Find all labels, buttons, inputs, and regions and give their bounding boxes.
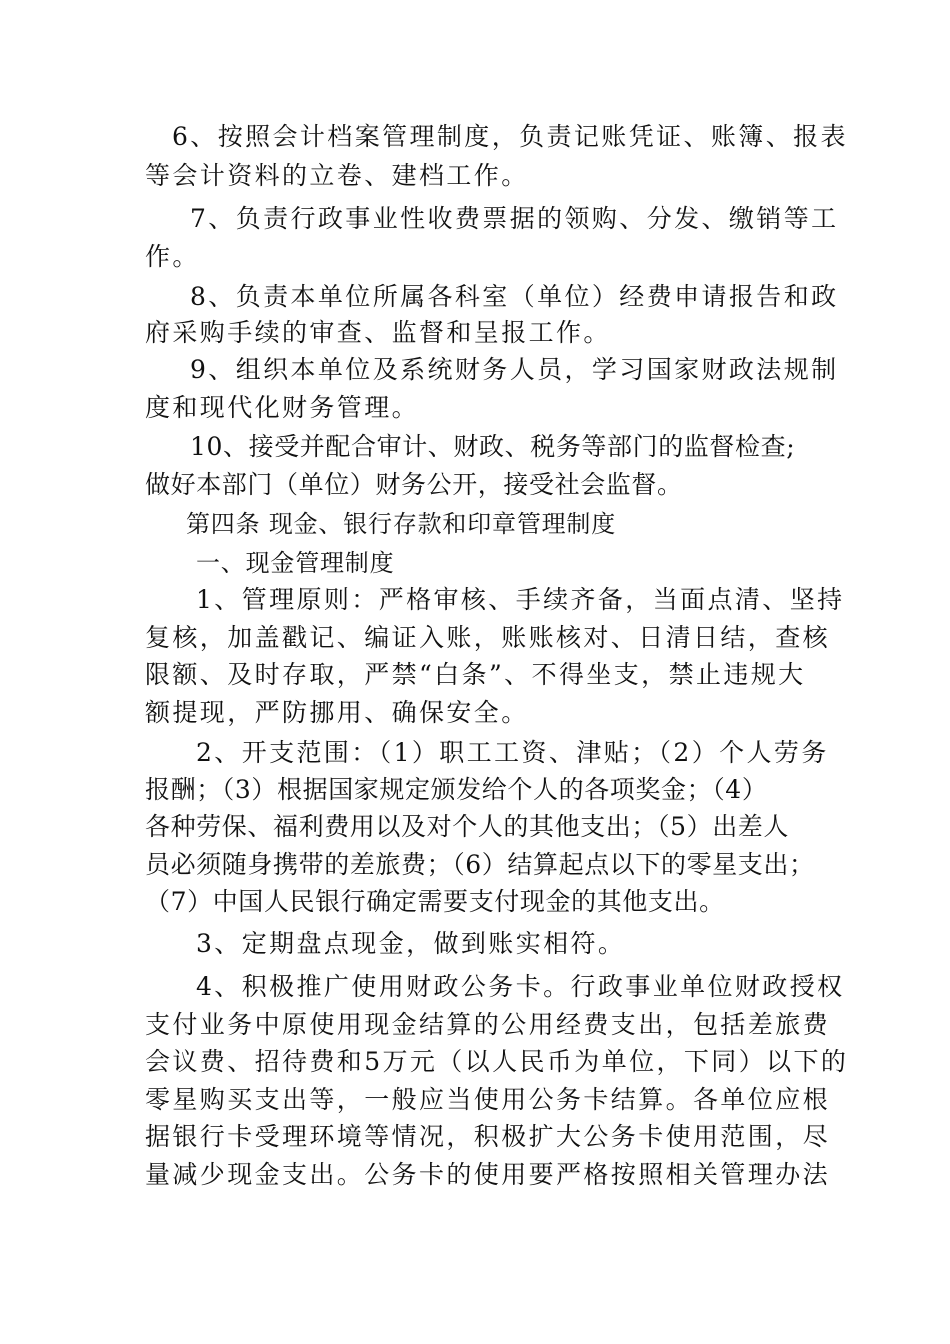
cash-2-line-4: 员必须随身携带的差旅费；（6）结算起点以下的零星支出； — [145, 850, 815, 879]
cash-2-line-5: （7）中国人民银行确定需要支付现金的其他支出。 — [145, 887, 725, 916]
cash-1-line-3: 限额、及时存取，严禁“白条”、不得坐支，禁止违规大 — [145, 660, 806, 689]
cash-2-line-1: 2、开支范围：（1）职工工资、津贴；（2）个人劳务 — [196, 738, 829, 767]
item-8-line-2: 府采购手续的审查、监督和呈报工作。 — [145, 318, 611, 347]
item-10-line-1: 10、接受并配合审计、财政、税务等部门的监督检查; — [190, 432, 796, 461]
item-9-line-2: 度和现代化财务管理。 — [145, 393, 420, 422]
item-9-line-1: 9、组织本单位及系统财务人员，学习国家财政法规制 — [190, 355, 839, 384]
cash-4-line-2: 支付业务中原使用现金结算的公用经费支出，包括差旅费 — [145, 1010, 831, 1039]
cash-1-line-2: 复核，加盖戳记、编证入账，账账核对、日清日结，查核 — [145, 623, 831, 652]
cash-1-line-1: 1、管理原则：严格审核、手续齐备，当面点清、坚持 — [196, 585, 845, 614]
cash-3-line-1: 3、定期盘点现金，做到账实相符。 — [196, 929, 626, 958]
cash-4-line-6: 量减少现金支出。公务卡的使用要严格按照相关管理办法 — [145, 1160, 831, 1189]
item-7-line-1: 7、负责行政事业性收费票据的领购、分发、缴销等工 — [190, 204, 839, 233]
cash-4-line-3: 会议费、招待费和5万元（以人民币为单位，下同）以下的 — [145, 1047, 849, 1076]
cash-1-line-4: 额提现，严防挪用、确保安全。 — [145, 698, 529, 727]
section-1-heading: 一、现金管理制度 — [196, 549, 395, 577]
item-10-line-2: 做好本部门（单位）财务公开，接受社会监督。 — [145, 470, 683, 499]
cash-2-line-3: 各种劳保、福利费用以及对个人的其他支出；（5）出差人 — [145, 812, 790, 841]
cash-4-line-4: 零星购买支出等，一般应当使用公务卡结算。各单位应根 — [145, 1085, 831, 1114]
cash-4-line-1: 4、积极推广使用财政公务卡。行政事业单位财政授权 — [196, 972, 845, 1001]
item-6-line-1: 6、按照会计档案管理制度，负责记账凭证、账簿、报表 — [172, 122, 848, 151]
article-4-heading: 第四条 现金、银行存款和印章管理制度 — [186, 510, 617, 538]
item-6-line-2: 等会计资料的立卷、建档工作。 — [145, 161, 529, 190]
cash-4-line-5: 据银行卡受理环境等情况，积极扩大公务卡使用范围，尽 — [145, 1122, 831, 1151]
item-7-line-2: 作。 — [145, 242, 200, 271]
item-8-line-1: 8、负责本单位所属各科室（单位）经费申请报告和政 — [190, 282, 839, 311]
cash-2-line-2: 报酬；（3）根据国家规定颁发给个人的各项奖金；（4） — [145, 775, 768, 804]
